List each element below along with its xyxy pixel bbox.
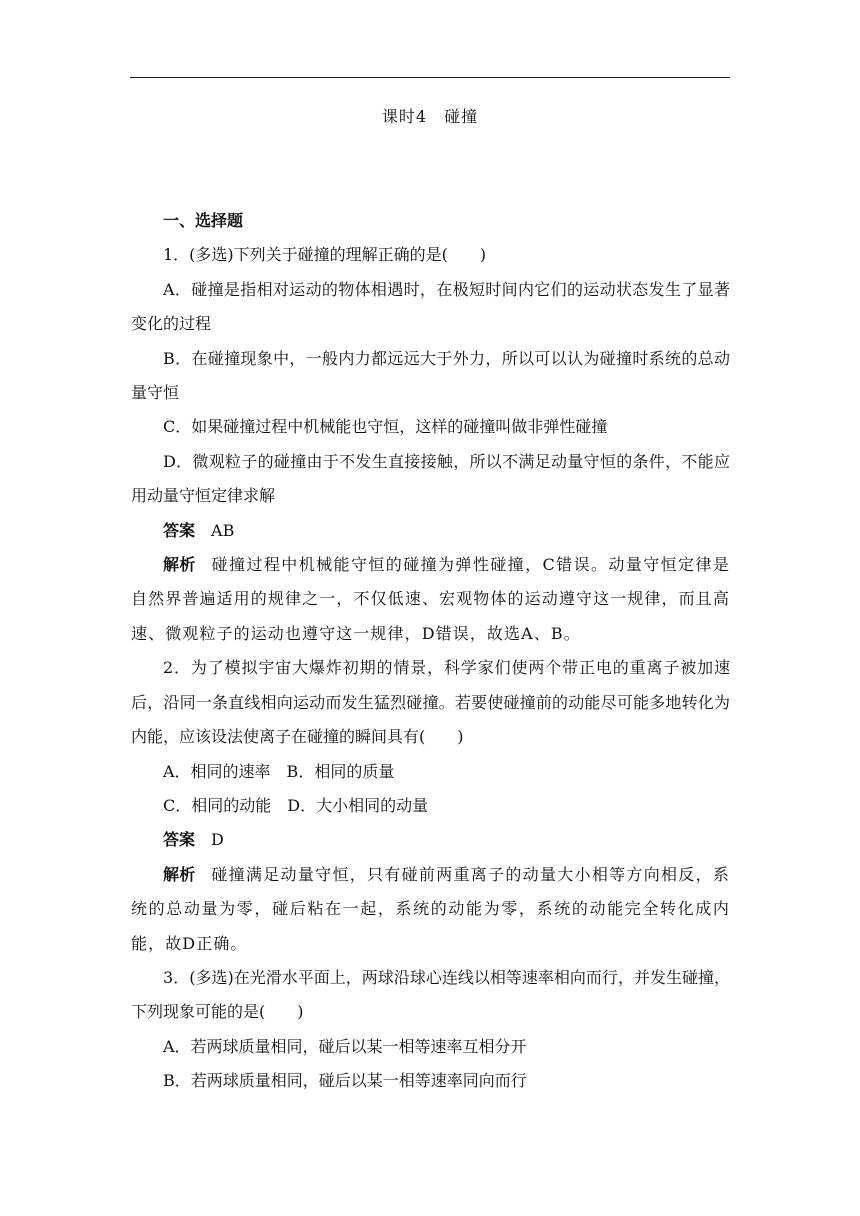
- question-1-option-a: A．碰撞是指相对运动的物体相遇时，在极短时间内它们的运动状态发生了显著变化的过程: [131, 279, 730, 334]
- question-2-explanation: [131, 858, 730, 961]
- question-2-options-cd: C．相同的动能 D．大小相同的动量: [163, 795, 429, 815]
- question-1-stem: 1．(多选)下列关于碰撞的理解正确的是( ): [163, 245, 487, 265]
- question-1-option-c: C．如果碰撞过程中机械能也守恒，这样的碰撞叫做非弹性碰撞: [163, 417, 608, 437]
- question-2-options-ab: A．相同的速率 B．相同的质量: [163, 761, 395, 781]
- explanation-text: 碰撞满足动量守恒，只有碰前两重离子的动量大小相等方向相反，系统的总动量为零，碰后粘在一起，系统的动能为零，系统的动能完全转化成内能，故D正确。: [131, 864, 730, 953]
- answer-value: D: [211, 830, 224, 850]
- question-1-answer: [131, 514, 730, 548]
- explanation-text: 碰撞过程中机械能守恒的碰撞为弹性碰撞，C错误。动量守恒定律是自然界普遍适用的规律之一，不仅低速、宏观物体的运动遵守这一规律，而且高速、微观粒子的运动也遵守这一规律，D错误，故选A、B。: [131, 555, 730, 643]
- header-rule: [130, 77, 730, 78]
- question-2-answer: [131, 823, 730, 857]
- question-1-option-d: D．微观粒子的碰撞由于不发生直接接触，所以不满足动量守恒的条件，不能应用动量守恒定律求解: [131, 451, 730, 506]
- page-title: 课时4 碰撞: [381, 107, 479, 126]
- question-2-stem: 2．为了模拟宇宙大爆炸初期的情景，科学家们使两个带正电的重离子被加速后，沿同一条直线相向运动而发生猛烈碰撞。若要使碰撞前的动能尽可能多地转化为内能，应该设法使离子在碰撞的瞬间具有( ): [131, 658, 730, 747]
- question-3-stem: 3．(多选)在光滑水平面上，两球沿球心连线以相等速率相向而行，并发生碰撞，下列现象可能的是( ): [131, 967, 730, 1022]
- question-1-explanation: [131, 548, 730, 651]
- answer-value: AB: [211, 520, 235, 540]
- question-3-option-a: A．若两球质量相同，碰后以某一相等速率互相分开: [163, 1036, 527, 1056]
- question-3-option-b: B．若两球质量相同，碰后以某一相等速率同向而行: [163, 1071, 527, 1091]
- question-1-option-b: B．在碰撞现象中，一般内力都远远大于外力，所以可以认为碰撞时系统的总动量守恒: [131, 348, 730, 403]
- answer-label: 答案: [163, 830, 196, 850]
- explanation-label: 解析: [163, 864, 196, 884]
- section-heading: 一、选择题: [163, 211, 244, 230]
- answer-label: 答案: [163, 520, 196, 540]
- document-body: [131, 204, 730, 1099]
- explanation-label: 解析: [163, 555, 196, 575]
